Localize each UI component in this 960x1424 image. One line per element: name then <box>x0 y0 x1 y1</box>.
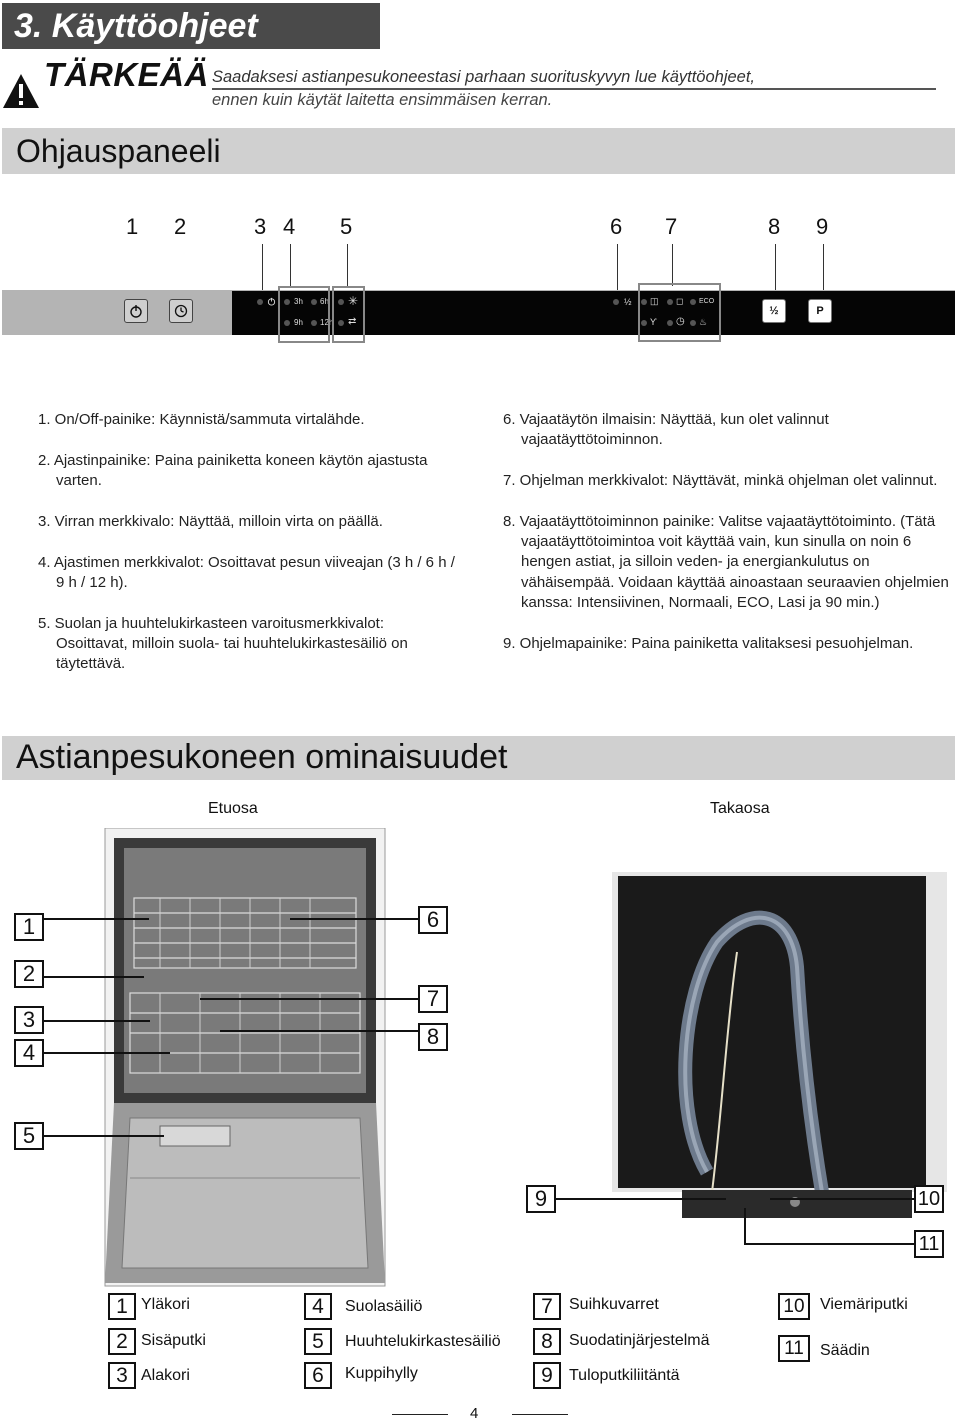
description-item: 5. Suolan ja huuhtelukirkasteen varoitusmerkkivalot: Osoittavat, milloin suola- tai huuhtelukirkastesäiliö on täytettävä. <box>38 614 408 673</box>
legend-label: Suodatinjärjestelmä <box>569 1332 710 1349</box>
legend-label: Alakori <box>141 1367 190 1384</box>
callout-line <box>44 1052 170 1054</box>
legend-number: 4 <box>304 1293 332 1320</box>
description-item: 3. Virran merkkivalo: Näyttää, milloin virta on päällä. <box>38 512 383 530</box>
callout-line <box>290 918 418 920</box>
callout-badge: 1 <box>14 913 44 941</box>
glass-program-icon: Ƴ <box>650 317 657 327</box>
callout-badge: 4 <box>14 1039 44 1067</box>
callout-badge: 5 <box>14 1122 44 1150</box>
features-title: Astianpesukoneen ominaisuudet <box>16 738 508 776</box>
callout-badge: 3 <box>14 1006 44 1034</box>
callout-line <box>744 1243 914 1245</box>
legend-number: 5 <box>304 1328 332 1355</box>
normal-program-icon: ◻ <box>676 296 684 306</box>
back-caption: Takaosa <box>710 800 770 817</box>
intensive-program-icon: ◫ <box>650 296 659 306</box>
salt-icon: ✳ <box>348 294 359 308</box>
legend-number: 3 <box>108 1362 136 1389</box>
legend-number: 11 <box>778 1335 810 1362</box>
legend-label: Suihkuvarret <box>569 1296 659 1313</box>
description-item: 6. Vajaatäytön ilmaisin: Näyttää, kun olet valinnut vajaatäyttötoiminnon. <box>503 411 829 449</box>
panel-number: 8 <box>768 214 781 239</box>
legend-number: 7 <box>533 1293 561 1320</box>
warning-icon <box>2 72 40 110</box>
dishwasher-front-image <box>100 828 390 1288</box>
legend-number: 9 <box>533 1362 561 1389</box>
callout-line <box>44 918 149 920</box>
power-indicator-icon <box>267 297 276 306</box>
legend-label: Suolasäiliö <box>345 1298 423 1315</box>
legend-number: 6 <box>304 1362 332 1389</box>
panel-number: 4 <box>283 214 296 239</box>
legend-number: 8 <box>533 1328 561 1355</box>
rinse-program-icon: ♨ <box>699 317 708 327</box>
front-caption: Etuosa <box>208 800 258 817</box>
intro-line-1: Saadaksesi astianpesukoneestasi parhaan suorituskyvyn lue käyttöohjeet, <box>212 68 756 86</box>
callout-badge: 2 <box>14 960 44 988</box>
page-number: 4 <box>470 1405 479 1422</box>
leader-line <box>347 244 348 286</box>
legend-label: Viemäriputki <box>820 1296 908 1313</box>
callout-badge: 10 <box>914 1185 944 1213</box>
intro-line-2: ennen kuin käytät laitetta ensimmäisen kerran. <box>212 91 553 109</box>
timer-label: 12h <box>320 318 334 327</box>
timer-label: 9h <box>294 318 303 327</box>
callout-line <box>200 998 418 1000</box>
description-item: 2. Ajastinpainike: Paina painiketta koneen käytön ajastusta varten. <box>38 451 428 490</box>
half-load-button[interactable]: ½ <box>762 299 786 323</box>
divider <box>212 88 936 90</box>
callout-badge: 9 <box>526 1185 556 1213</box>
timer-label: 3h <box>294 297 303 306</box>
power-indicator-led <box>257 299 263 305</box>
page-number-line-right <box>512 1414 568 1415</box>
legend-label: Kuppihylly <box>345 1365 418 1382</box>
callout-badge: 8 <box>418 1023 448 1051</box>
program-button[interactable]: P <box>808 299 832 323</box>
callout-line <box>556 1198 726 1200</box>
panel-number: 7 <box>665 214 678 239</box>
page-number-line-left <box>392 1414 448 1415</box>
delay-button[interactable] <box>169 299 193 323</box>
legend-label: Tuloputkiliitäntä <box>569 1367 680 1384</box>
control-panel-title: Ohjauspaneeli <box>16 133 221 169</box>
panel-number: 3 <box>254 214 267 239</box>
legend-label: Sisäputki <box>141 1332 206 1349</box>
power-button[interactable] <box>124 299 148 323</box>
section-title: 3. Käyttöohjeet <box>2 3 380 49</box>
legend-label: Yläkori <box>141 1296 190 1313</box>
half-load-led <box>613 299 619 305</box>
important-label: TÄRKEÄÄ <box>44 56 209 93</box>
panel-number: 2 <box>174 214 187 239</box>
half-load-indicator: ½ <box>624 297 632 307</box>
callout-line <box>220 1030 418 1032</box>
callout-line <box>770 1198 915 1200</box>
descriptions-right <box>503 410 953 675</box>
power-icon <box>129 304 143 318</box>
legend-label: Säädin <box>820 1342 870 1359</box>
callout-badge: 7 <box>418 985 448 1013</box>
callout-line <box>44 976 144 978</box>
timer-group-frame <box>278 286 330 343</box>
descriptions-left <box>38 410 458 695</box>
callout-line <box>44 1020 150 1022</box>
legend-label: Huuhtelukirkastesäiliö <box>345 1333 501 1350</box>
leader-line <box>290 244 291 286</box>
callout-line <box>44 1135 164 1137</box>
description-item: 1. On/Off-painike: Käynnistä/sammuta virtalähde. <box>38 411 365 428</box>
legend-number: 10 <box>778 1293 810 1320</box>
panel-number: 9 <box>816 214 829 239</box>
panel-number: 1 <box>126 214 139 239</box>
legend-number: 2 <box>108 1328 136 1355</box>
timer-label: 6h <box>320 297 329 306</box>
program-group-frame <box>638 283 721 342</box>
panel-number: 6 <box>610 214 623 239</box>
description-item: 8. Vajaatäyttötoiminnon painike: Valitse vajaatäyttötoiminto. (Tätä vajaatäyttötoimintoa voit käyttää vain, kun sinulla on noin 6 hengen astiat, ja silloin veden- ja energiankulutus on vähäisempää. Voidaan käyttää ainoastaan seuraavien ohjelmien kanssa: Intensiivinen, Normaali, ECO, Lasi ja 90 min.) <box>503 512 949 612</box>
legend-number: 1 <box>108 1293 136 1320</box>
90min-program-icon: ◷ <box>676 316 685 327</box>
leader-line <box>672 244 673 286</box>
description-item: 7. Ohjelman merkkivalot: Näyttävät, minkä ohjelman olet valinnut. <box>503 472 938 490</box>
callout-badge: 11 <box>914 1230 944 1258</box>
rinse-aid-icon: ⇄ <box>348 316 357 327</box>
description-item: 4. Ajastimen merkkivalot: Osoittavat pesun viiveajan (3 h / 6 h / 9 h / 12 h). <box>38 553 455 591</box>
dishwasher-back-image <box>612 872 947 1222</box>
control-panel-header <box>2 128 955 174</box>
callout-line <box>744 1208 746 1244</box>
description-item: 9. Ohjelmapainike: Paina painiketta valitaksesi pesuohjelman. <box>503 634 914 652</box>
panel-number: 5 <box>340 214 353 239</box>
callout-badge: 6 <box>418 906 448 934</box>
eco-program-label: ECO <box>699 298 715 305</box>
clock-icon <box>174 304 188 318</box>
warning-group-frame <box>332 286 365 343</box>
